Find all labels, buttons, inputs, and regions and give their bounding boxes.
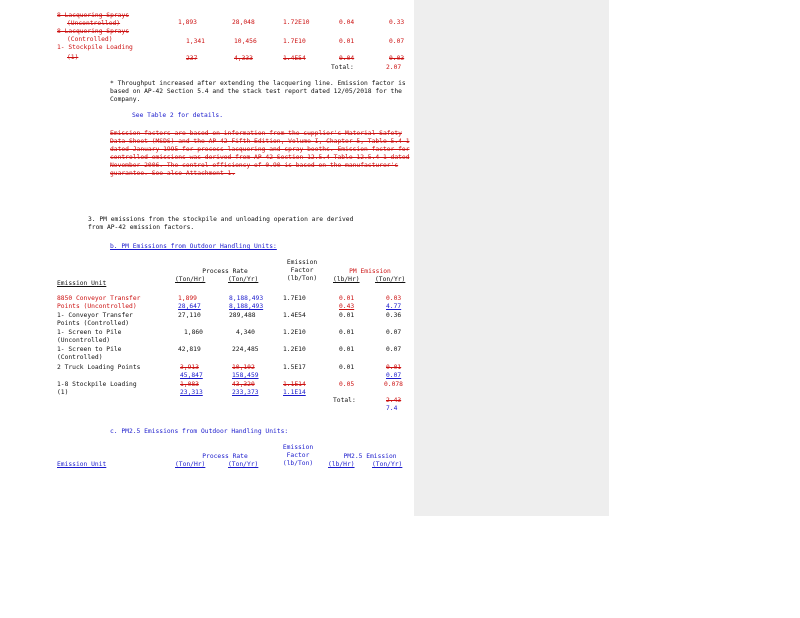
row-name: 8 Lacquering Sprays — [57, 28, 130, 35]
cell: 1,893 — [178, 19, 197, 26]
row-name: 1- Screen to Pile (Controlled) — [57, 346, 122, 361]
cell: 0.43 — [339, 303, 355, 310]
pr-sub2: (Ton/Yr) — [228, 276, 259, 283]
cell: 0.04 — [339, 19, 355, 26]
cell: 0.07 — [386, 372, 402, 379]
cell: 1,899 — [178, 295, 197, 302]
total-label: Total: — [331, 64, 354, 71]
cell: 1.7E10 — [283, 38, 306, 45]
cell: 28,647 — [178, 303, 201, 310]
cell: 10,102 — [232, 364, 255, 371]
cell: 42,819 — [178, 346, 201, 353]
row-name: 1- Conveyor Transfer Points (Controlled) — [57, 312, 133, 327]
cell: 28,048 — [232, 19, 255, 26]
pr-sub2-c: (Ton/Yr) — [228, 461, 259, 468]
cell: 3,913 — [180, 364, 199, 371]
cell: 1.5E17 — [283, 364, 306, 371]
emission-factor-header: Emission Factor (lb/Ton) — [286, 259, 318, 282]
process-rate-header: Process Rate — [202, 268, 248, 275]
cell: 0.03 — [389, 55, 405, 62]
total-value-2: 7.4 — [386, 405, 398, 412]
cell: 1.4E54 — [283, 55, 306, 62]
cell: 0.01 — [339, 329, 355, 336]
row-name: 8 Lacquering Sprays — [57, 12, 130, 19]
emission-factor-header-c: Emission Factor (lb/Ton) — [282, 444, 314, 467]
star-note-link[interactable]: See Table 2 for details. — [132, 112, 223, 119]
total-label: Total: — [333, 397, 356, 404]
cell: 1.1E14 — [283, 389, 306, 396]
cell: 158,459 — [232, 372, 259, 379]
pr-sub1: (Ton/Hr) — [175, 276, 206, 283]
row-name: 8850 Conveyor Transfer Points (Uncontrolled) — [57, 295, 141, 310]
total-value: 2.07 — [386, 64, 402, 71]
cell: 1.2E10 — [283, 346, 306, 353]
row-name: 1- Stockpile Loading — [57, 44, 133, 51]
row-name: (1) — [67, 54, 79, 61]
cell: 0.01 — [386, 364, 402, 371]
item-3: 3. PM emissions from the stockpile and unloading operation are derived from AP-42 emission factors. — [88, 216, 354, 231]
cell: 4,340 — [236, 329, 255, 336]
cell: 4.77 — [386, 303, 402, 310]
row-name: 2 Truck Loading Points — [57, 364, 141, 371]
cell: 233,373 — [232, 389, 259, 396]
total-value: 2.43 — [386, 397, 402, 404]
cell: 0.01 — [339, 295, 355, 302]
cell: 1.4E54 — [283, 312, 306, 319]
row-name: (Controlled) — [67, 36, 113, 43]
cell: 1.72E10 — [283, 19, 310, 26]
pm25-sub2: (Ton/Yr) — [372, 461, 403, 468]
cell: 0.03 — [386, 295, 402, 302]
cell: 1.1E14 — [283, 381, 306, 388]
cell: 23,313 — [180, 389, 203, 396]
cell: 0.07 — [386, 329, 402, 336]
cell: 0.07 — [386, 346, 402, 353]
row-name: 1- Screen to Pile (Uncontrolled) — [57, 329, 122, 344]
cell: 0.36 — [386, 312, 402, 319]
cell: 1,341 — [186, 38, 205, 45]
red-paragraph: Emission factors are based on information from the supplier's Material Safety Data Sheet (MSDS) and the AP-42 Fifth Edition, Volume I, Chapter 5, Table 5.4-1 dated January 1995 for process lacquering and spray booths. Emission factor for controlled emissions was derived from AP-42 Section 12.5.4 Table 12.5.4-1 dated November 2006. The control efficiency of 0.90 is based on the manufacturer's guarantee. See also Attachment 1. — [110, 130, 410, 177]
cell: 1.2E10 — [283, 329, 306, 336]
cell: 10,456 — [234, 38, 257, 45]
cell: 0.05 — [339, 381, 355, 388]
emission-unit-header-c: Emission Unit — [57, 461, 107, 468]
cell: 0.078 — [384, 381, 403, 388]
cell: 43,320 — [232, 381, 255, 388]
side-panel — [414, 0, 609, 516]
cell: 1,860 — [184, 329, 203, 336]
row-name: (Uncontrolled) — [67, 20, 121, 27]
cell: 27,110 — [178, 312, 201, 319]
cell: 8,188,493 — [229, 303, 264, 310]
table-b-caption: b. PM Emissions from Outdoor Handling Units: — [110, 243, 277, 250]
pr-sub1-c: (Ton/Hr) — [175, 461, 206, 468]
cell: 0.33 — [389, 19, 405, 26]
pm-sub1: (lb/Hr) — [333, 276, 360, 283]
cell: 0.01 — [339, 364, 355, 371]
cell: 289,488 — [229, 312, 256, 319]
cell: 0.07 — [389, 38, 405, 45]
cell: 1,083 — [180, 381, 199, 388]
cell: 0.01 — [339, 312, 355, 319]
pm25-header: PM2.5 Emission — [343, 453, 397, 460]
cell: 1.7E10 — [283, 295, 306, 302]
star-note: * Throughput increased after extending the lacquering line. Emission factor is based on AP-42 Section 5.4 and the stack test report dated 12/05/2018 for the Company. — [110, 80, 406, 103]
table-c-caption: c. PM2.5 Emissions from Outdoor Handling Units: — [110, 428, 289, 435]
row-name: 1-8 Stockpile Loading (1) — [57, 381, 137, 396]
cell: 224,485 — [232, 346, 259, 353]
cell: 8,188,493 — [229, 295, 264, 302]
cell: 237 — [186, 55, 198, 62]
pm25-sub1: (lb/Hr) — [328, 461, 355, 468]
cell: 45,847 — [180, 372, 203, 379]
cell: 0.04 — [339, 55, 355, 62]
cell: 0.01 — [339, 38, 355, 45]
cell: 0.01 — [339, 346, 355, 353]
pm-sub2: (Ton/Yr) — [375, 276, 406, 283]
pm-emission-header: PM Emission — [349, 268, 391, 275]
process-rate-header-c: Process Rate — [202, 453, 248, 460]
emission-unit-header: Emission Unit — [57, 280, 107, 287]
cell: 4,333 — [234, 55, 253, 62]
